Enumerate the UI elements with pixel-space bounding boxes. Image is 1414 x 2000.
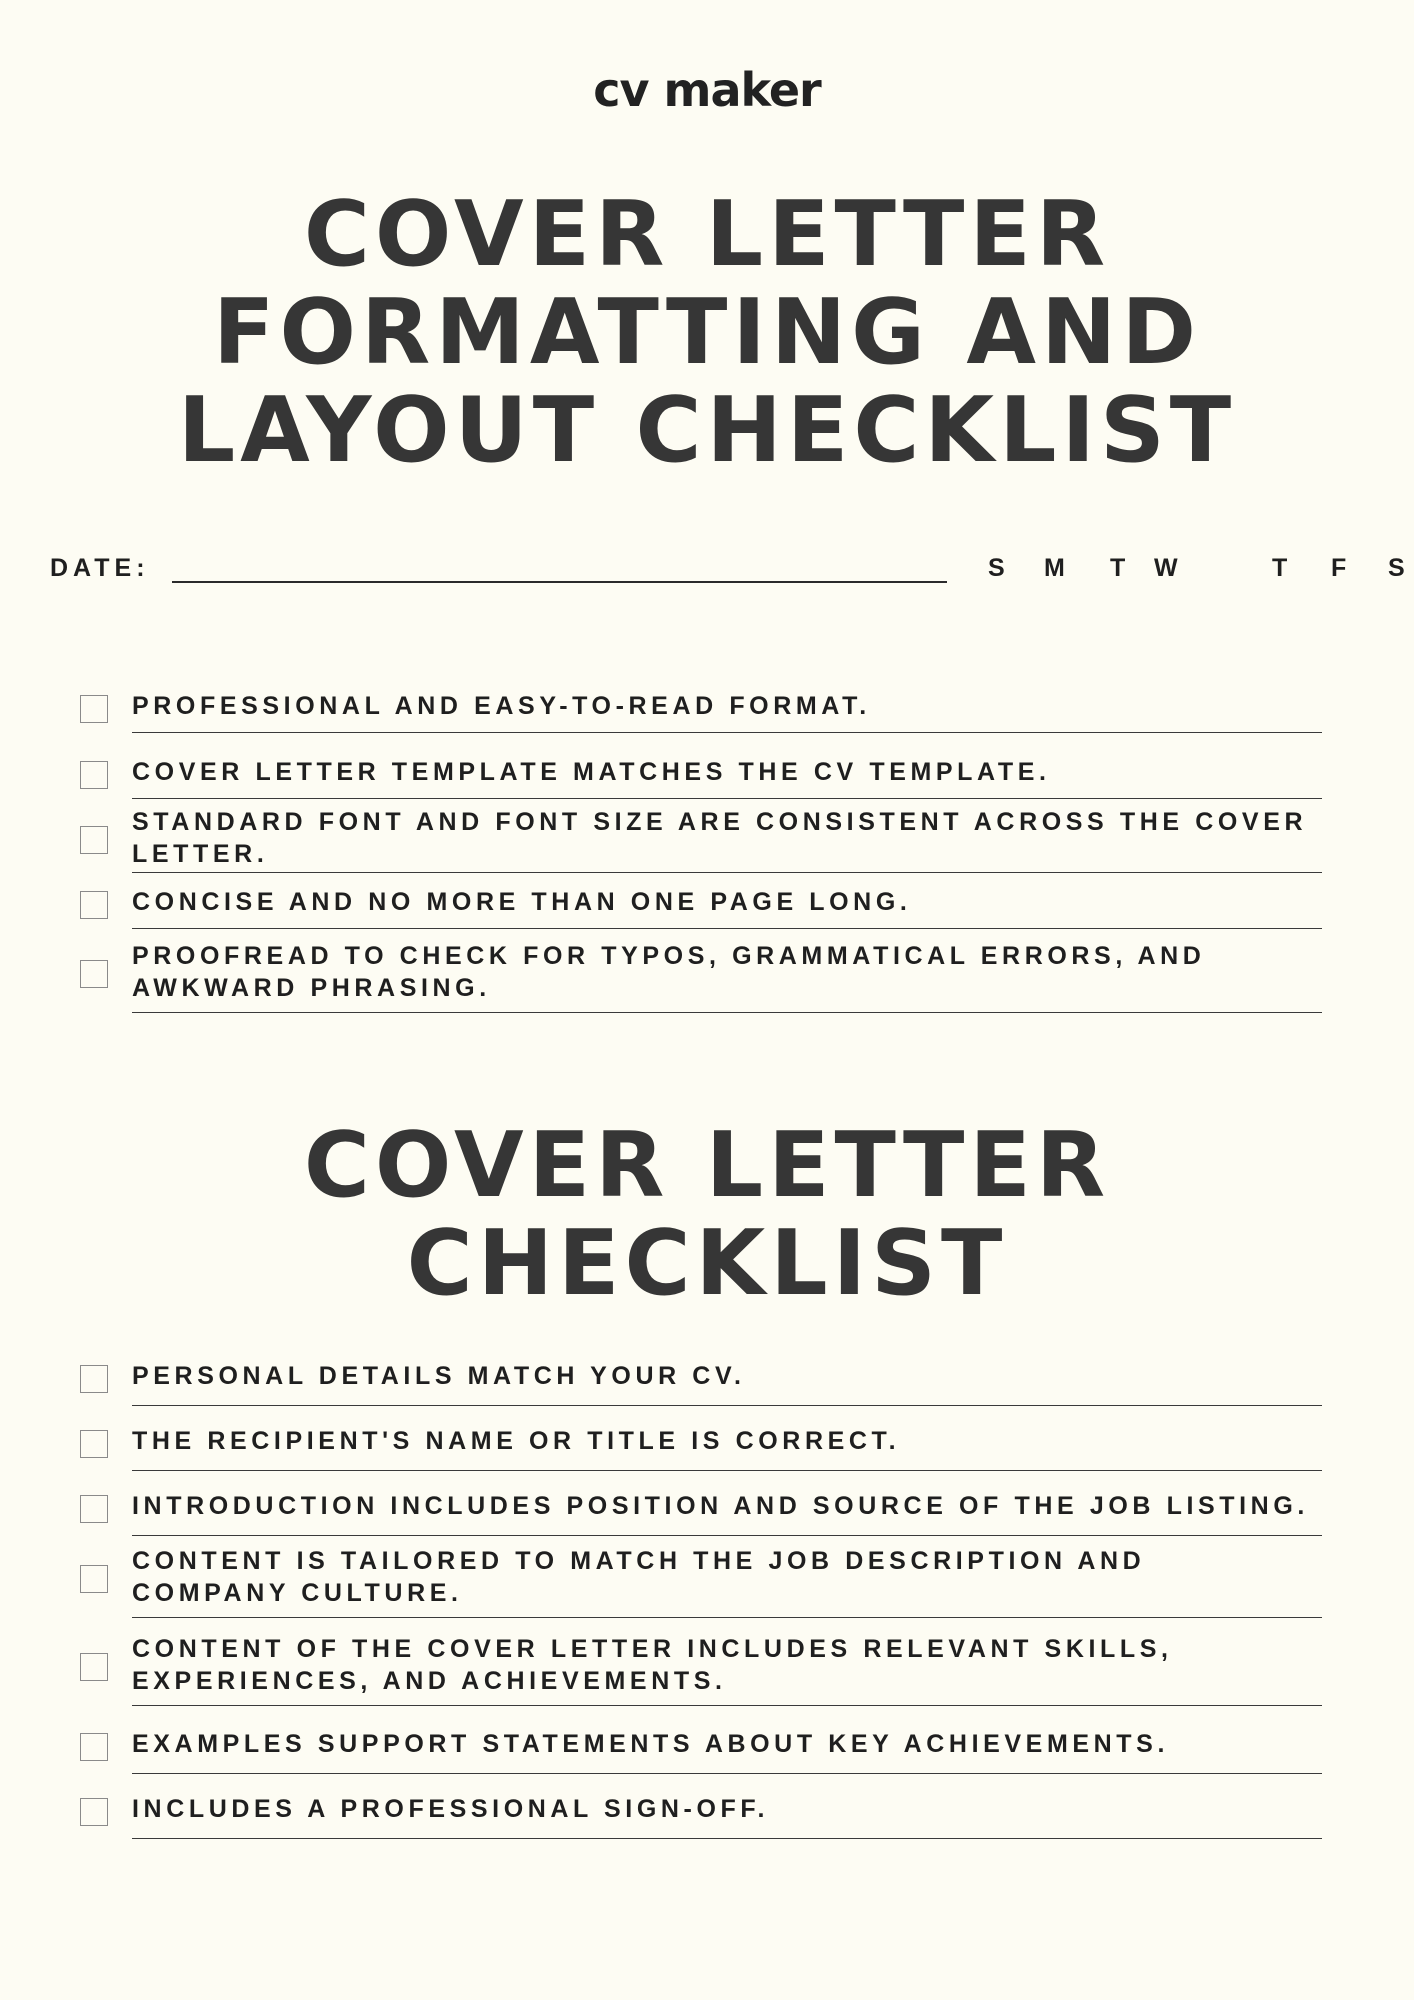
item-underline <box>132 1012 1322 1013</box>
title-line: COVER LETTER <box>303 1113 1111 1218</box>
checkbox[interactable] <box>80 761 108 789</box>
checkbox[interactable] <box>80 1733 108 1761</box>
item-underline <box>132 1470 1322 1471</box>
day-thursday[interactable]: T <box>1272 554 1288 582</box>
date-field-line[interactable] <box>172 581 947 583</box>
item-underline <box>132 1838 1322 1839</box>
formatting-checklist-title <box>0 182 1414 483</box>
checklist-item-text: THE RECIPIENT'S NAME OR TITLE IS CORRECT. <box>132 1427 901 1455</box>
checkbox[interactable] <box>80 1430 108 1458</box>
item-underline <box>132 1773 1322 1774</box>
checklist-item-text: CONTENT OF THE COVER LETTER INCLUDES RELEVANT SKILLS, EXPERIENCES, AND ACHIEVEMENTS. <box>132 1635 1173 1695</box>
item-underline <box>132 1705 1322 1706</box>
item-underline <box>132 1535 1322 1536</box>
day-friday[interactable]: F <box>1331 554 1347 582</box>
checkbox[interactable] <box>80 1798 108 1826</box>
day-monday[interactable]: M <box>1044 554 1065 582</box>
title-line: COVER LETTER <box>303 182 1111 287</box>
item-underline <box>132 1405 1322 1406</box>
item-underline <box>132 798 1322 799</box>
title-line: CHECKLIST <box>406 1211 1008 1316</box>
day-tuesday[interactable]: T <box>1110 554 1126 582</box>
content-checklist-title <box>0 1113 1414 1316</box>
item-underline <box>132 872 1322 873</box>
checkbox[interactable] <box>80 1653 108 1681</box>
checkbox[interactable] <box>80 1495 108 1523</box>
checklist-item-text: PERSONAL DETAILS MATCH YOUR CV. <box>132 1362 746 1390</box>
checklist-item-text: PROFESSIONAL AND EASY-TO-READ FORMAT. <box>132 692 871 720</box>
cv-maker-logo: cv maker <box>593 63 821 117</box>
item-underline <box>132 1617 1322 1618</box>
checkbox[interactable] <box>80 1565 108 1593</box>
checkbox[interactable] <box>80 1365 108 1393</box>
checklist-item-text: EXAMPLES SUPPORT STATEMENTS ABOUT KEY ACHIEVEMENTS. <box>132 1730 1169 1758</box>
day-saturday[interactable]: S <box>1388 554 1405 582</box>
day-sunday[interactable]: S <box>988 554 1005 582</box>
checklist-item-text: STANDARD FONT AND FONT SIZE ARE CONSISTENT ACROSS THE COVER LETTER. <box>132 808 1308 868</box>
weekday-selector <box>988 554 1408 584</box>
checklist-item-text: CONCISE AND NO MORE THAN ONE PAGE LONG. <box>132 888 912 916</box>
day-wednesday[interactable]: W <box>1154 554 1178 582</box>
checklist-item-text: COVER LETTER TEMPLATE MATCHES THE CV TEMPLATE. <box>132 758 1051 786</box>
checkbox[interactable] <box>80 695 108 723</box>
checkbox[interactable] <box>80 960 108 988</box>
item-underline <box>132 928 1322 929</box>
checkbox[interactable] <box>80 826 108 854</box>
checkbox[interactable] <box>80 891 108 919</box>
date-label: DATE: <box>50 554 150 582</box>
checklist-item-text: INCLUDES A PROFESSIONAL SIGN-OFF. <box>132 1795 770 1823</box>
checklist-item-text: PROOFREAD TO CHECK FOR TYPOS, GRAMMATICAL ERRORS, AND AWKWARD PHRASING. <box>132 942 1206 1002</box>
title-line: FORMATTING AND <box>212 280 1202 385</box>
item-underline <box>132 732 1322 733</box>
checklist-item-text: CONTENT IS TAILORED TO MATCH THE JOB DESCRIPTION AND COMPANY CULTURE. <box>132 1547 1146 1607</box>
checklist-item-text: INTRODUCTION INCLUDES POSITION AND SOURCE OF THE JOB LISTING. <box>132 1492 1309 1520</box>
date-row <box>50 548 1405 588</box>
title-line: LAYOUT CHECKLIST <box>177 378 1237 483</box>
